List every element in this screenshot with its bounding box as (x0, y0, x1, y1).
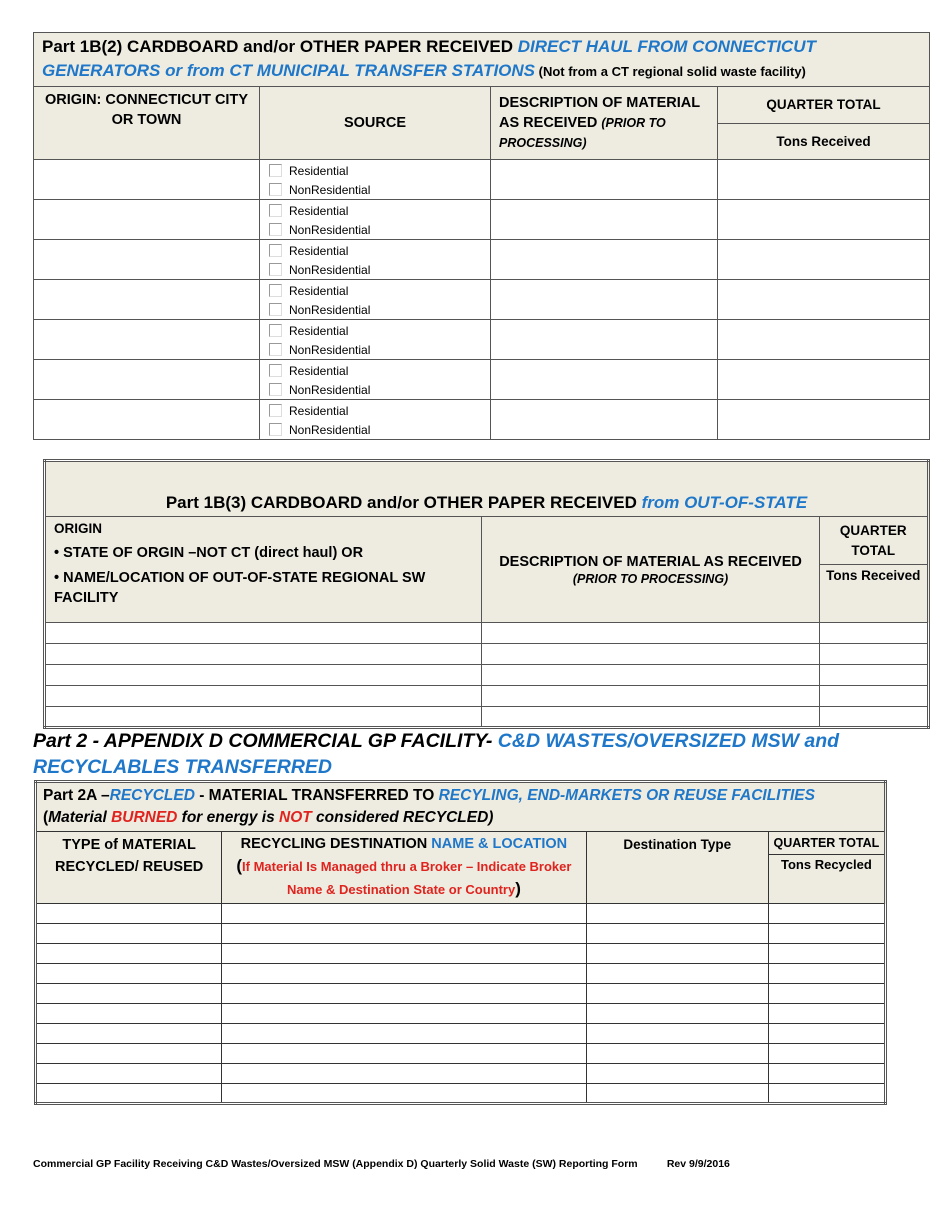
nonresidential-option[interactable] (260, 300, 490, 319)
residential-checkbox[interactable] (269, 284, 282, 297)
table-row (34, 360, 930, 400)
recycling-destination-input[interactable] (222, 924, 586, 944)
origin-town-input[interactable] (34, 320, 260, 360)
nonresidential-label: NonResidential (289, 382, 371, 397)
table-row (45, 665, 929, 686)
nonresidential-checkbox[interactable] (269, 263, 282, 276)
part-2a-title: Part 2A –RECYCLED - MATERIAL TRANSFERRED TO RECYLING, END-MARKETS OR REUSE FACILITIES (Material BURNED for energy is NOT considered RECYCLED) (36, 782, 886, 832)
tons-recycled-input[interactable] (768, 904, 885, 924)
nonresidential-label: NonResidential (289, 422, 371, 437)
nonresidential-option[interactable] (260, 380, 490, 399)
table-row (36, 1024, 886, 1044)
tons-received-input[interactable] (718, 200, 930, 240)
nonresidential-label: NonResidential (289, 302, 371, 317)
recycling-destination-input[interactable] (222, 984, 586, 1004)
recycling-destination-input[interactable] (222, 1004, 586, 1024)
residential-label: Residential (289, 323, 349, 338)
destination-type-input[interactable] (586, 964, 768, 984)
material-type-input[interactable] (36, 984, 222, 1004)
material-type-input[interactable] (36, 964, 222, 984)
tons-recycled-input[interactable] (768, 1004, 885, 1024)
nonresidential-option[interactable] (260, 420, 490, 439)
tons-recycled-input[interactable] (768, 984, 885, 1004)
part-1b3-table (43, 459, 930, 729)
residential-label: Residential (289, 403, 349, 418)
origin-town-input[interactable] (34, 240, 260, 280)
page-footer (33, 1158, 730, 1170)
residential-label: Residential (289, 283, 349, 298)
material-type-input[interactable] (36, 904, 222, 924)
tons-recycled-input[interactable] (768, 1084, 885, 1104)
nonresidential-option[interactable] (260, 340, 490, 359)
tons-received-input[interactable] (819, 623, 928, 644)
origin-bullet-facility: • NAME/LOCATION OF OUT-OF-STATE REGIONAL SW FACILITY (54, 570, 426, 606)
destination-column-header: RECYCLING DESTINATION NAME & LOCATION (If Material Is Managed thru a Broker – Indicate Broker Name & Destination State or Country) (222, 832, 586, 904)
source-checkboxes (260, 280, 491, 320)
source-checkboxes (260, 360, 491, 400)
material-type-input[interactable] (36, 1044, 222, 1064)
recycling-destination-input[interactable] (222, 1084, 586, 1104)
residential-option[interactable] (260, 361, 490, 380)
origin-town-input[interactable] (34, 400, 260, 440)
material-description-input[interactable] (482, 686, 819, 707)
nonresidential-label: NonResidential (289, 262, 371, 277)
nonresidential-option[interactable] (260, 180, 490, 199)
source-checkboxes (260, 400, 491, 440)
destination-type-input[interactable] (586, 1064, 768, 1084)
description-header-main: DESCRIPTION OF MATERIAL AS RECEIVED (499, 553, 802, 570)
source-column-header: SOURCE (260, 87, 491, 160)
description-column-header: DESCRIPTION OF MATERIAL AS RECEIVED (PRIOR TO PROCESSING) (491, 87, 718, 160)
nonresidential-option[interactable] (260, 260, 490, 279)
residential-checkbox[interactable] (269, 324, 282, 337)
destination-type-input[interactable] (586, 1024, 768, 1044)
quarter-total-header: QUARTER TOTAL (718, 87, 930, 124)
origin-town-input[interactable] (34, 280, 260, 320)
residential-label: Residential (289, 363, 349, 378)
nonresidential-checkbox[interactable] (269, 423, 282, 436)
description-column-header (482, 517, 819, 623)
residential-label: Residential (289, 163, 349, 178)
nonresidential-option[interactable] (260, 220, 490, 239)
material-description-input[interactable] (491, 240, 718, 280)
residential-option[interactable] (260, 241, 490, 260)
residential-label: Residential (289, 243, 349, 258)
tons-received-header: Tons Received (718, 123, 930, 160)
residential-checkbox[interactable] (269, 404, 282, 417)
material-description-input[interactable] (491, 160, 718, 200)
destination-type-input[interactable] (586, 1084, 768, 1104)
part-1b3-title: Part 1B(3) CARDBOARD and/or OTHER PAPER RECEIVED from OUT-OF-STATE (45, 461, 929, 517)
part-2-heading: Part 2 - APPENDIX D COMMERCIAL GP FACILITY- C&D WASTES/OVERSIZED MSW and RECYCLABLES TRANSFERRED (33, 730, 840, 778)
table-row (34, 200, 930, 240)
material-description-input[interactable] (491, 280, 718, 320)
part-2a-table (34, 780, 887, 1105)
material-description-input[interactable] (491, 320, 718, 360)
material-type-input[interactable] (36, 1084, 222, 1104)
table-row (36, 924, 886, 944)
table-row (36, 964, 886, 984)
recycling-destination-input[interactable] (222, 1044, 586, 1064)
tons-recycled-input[interactable] (768, 944, 885, 964)
table-row (45, 686, 929, 707)
material-type-column-header: TYPE of MATERIAL RECYCLED/ REUSED (36, 832, 222, 904)
revision-date: Rev 9/9/2016 (666, 1158, 730, 1170)
nonresidential-checkbox[interactable] (269, 223, 282, 236)
tons-received-input[interactable] (718, 240, 930, 280)
tons-recycled-input[interactable] (768, 1044, 885, 1064)
residential-option[interactable] (260, 281, 490, 300)
table-row (36, 984, 886, 1004)
destination-type-input[interactable] (586, 924, 768, 944)
description-header-note: (PRIOR TO PROCESSING) (572, 571, 729, 586)
table-row (45, 644, 929, 665)
material-type-input[interactable] (36, 944, 222, 964)
material-description-input[interactable] (482, 644, 819, 665)
residential-option[interactable] (260, 201, 490, 220)
table-row (36, 1004, 886, 1024)
tons-recycled-input[interactable] (768, 924, 885, 944)
nonresidential-checkbox[interactable] (269, 383, 282, 396)
destination-type-input[interactable] (586, 984, 768, 1004)
quarter-total-header: QUARTER TOTAL (768, 832, 885, 855)
origin-town-input[interactable] (34, 160, 260, 200)
tons-received-input[interactable] (819, 644, 928, 665)
part-1b2-table (33, 32, 930, 440)
residential-label: Residential (289, 203, 349, 218)
tons-received-input[interactable] (718, 320, 930, 360)
source-checkboxes (260, 160, 491, 200)
residential-checkbox[interactable] (269, 204, 282, 217)
tons-received-header: Tons Received (819, 565, 928, 623)
recycling-destination-input[interactable] (222, 1064, 586, 1084)
destination-type-column-header: Destination Type (586, 832, 768, 904)
origin-input[interactable] (45, 644, 482, 665)
residential-checkbox[interactable] (269, 244, 282, 257)
part-1b2-entry-rows (34, 160, 930, 440)
tons-received-input[interactable] (718, 280, 930, 320)
source-checkboxes (260, 320, 491, 360)
tons-recycled-input[interactable] (768, 1064, 885, 1084)
table-row (45, 623, 929, 644)
residential-checkbox[interactable] (269, 164, 282, 177)
recycling-destination-input[interactable] (222, 904, 586, 924)
origin-bullet-state: • STATE OF ORGIN –NOT CT (direct haul) OR (54, 545, 364, 561)
nonresidential-label: NonResidential (289, 182, 371, 197)
residential-option[interactable] (260, 321, 490, 340)
source-checkboxes (260, 200, 491, 240)
material-description-input[interactable] (482, 707, 819, 728)
residential-option[interactable] (260, 161, 490, 180)
source-checkboxes (260, 240, 491, 280)
tons-recycled-input[interactable] (768, 1024, 885, 1044)
material-description-input[interactable] (482, 623, 819, 644)
destination-type-input[interactable] (586, 1004, 768, 1024)
tons-recycled-input[interactable] (768, 964, 885, 984)
origin-town-input[interactable] (34, 360, 260, 400)
nonresidential-label: NonResidential (289, 342, 371, 357)
material-type-input[interactable] (36, 1064, 222, 1084)
material-description-input[interactable] (491, 200, 718, 240)
form-name: Commercial GP Facility Receiving C&D Wastes/Oversized MSW (Appendix D) Quarterly Solid Waste (SW) Reporting Form (33, 1158, 638, 1170)
recycling-destination-input[interactable] (222, 964, 586, 984)
table-row (34, 320, 930, 360)
table-row (34, 160, 930, 200)
table-row (36, 944, 886, 964)
tons-received-input[interactable] (718, 360, 930, 400)
tons-received-input[interactable] (819, 707, 928, 728)
origin-input[interactable] (45, 623, 482, 644)
table-row (36, 1084, 886, 1104)
tons-recycled-header: Tons Recycled (768, 855, 885, 904)
table-row (34, 400, 930, 440)
part-2a-entry-rows (36, 904, 886, 1104)
origin-input[interactable] (45, 686, 482, 707)
nonresidential-checkbox[interactable] (269, 183, 282, 196)
material-description-input[interactable] (491, 400, 718, 440)
residential-checkbox[interactable] (269, 364, 282, 377)
table-row (36, 904, 886, 924)
table-row (36, 1044, 886, 1064)
origin-input[interactable] (45, 665, 482, 686)
quarter-total-header: QUARTER TOTAL (819, 517, 928, 565)
material-type-input[interactable] (36, 1004, 222, 1024)
recycling-destination-input[interactable] (222, 1024, 586, 1044)
material-type-input[interactable] (36, 924, 222, 944)
destination-type-input[interactable] (586, 1044, 768, 1064)
material-type-input[interactable] (36, 1024, 222, 1044)
material-description-input[interactable] (482, 665, 819, 686)
tons-received-input[interactable] (718, 400, 930, 440)
recycling-destination-input[interactable] (222, 944, 586, 964)
part-1b2-title: Part 1B(2) CARDBOARD and/or OTHER PAPER RECEIVED DIRECT HAUL FROM CONNECTICUT GENERATORS or from CT MUNICIPAL TRANSFER STATIONS (Not from a CT regional solid waste facility) (34, 33, 930, 87)
origin-column-header (45, 517, 482, 623)
nonresidential-checkbox[interactable] (269, 343, 282, 356)
tons-received-input[interactable] (819, 665, 928, 686)
tons-received-input[interactable] (718, 160, 930, 200)
part-1b3-entry-rows (45, 623, 929, 728)
table-row (34, 240, 930, 280)
table-row (45, 707, 929, 728)
nonresidential-checkbox[interactable] (269, 303, 282, 316)
tons-received-input[interactable] (819, 686, 928, 707)
table-row (36, 1064, 886, 1084)
origin-column-header: ORIGIN: CONNECTICUT CITY OR TOWN (34, 87, 260, 160)
origin-town-input[interactable] (34, 200, 260, 240)
nonresidential-label: NonResidential (289, 222, 371, 237)
residential-option[interactable] (260, 401, 490, 420)
origin-label: ORIGIN (54, 521, 103, 536)
material-description-input[interactable] (491, 360, 718, 400)
table-row (34, 280, 930, 320)
destination-type-input[interactable] (586, 944, 768, 964)
destination-type-input[interactable] (586, 904, 768, 924)
origin-input[interactable] (45, 707, 482, 728)
